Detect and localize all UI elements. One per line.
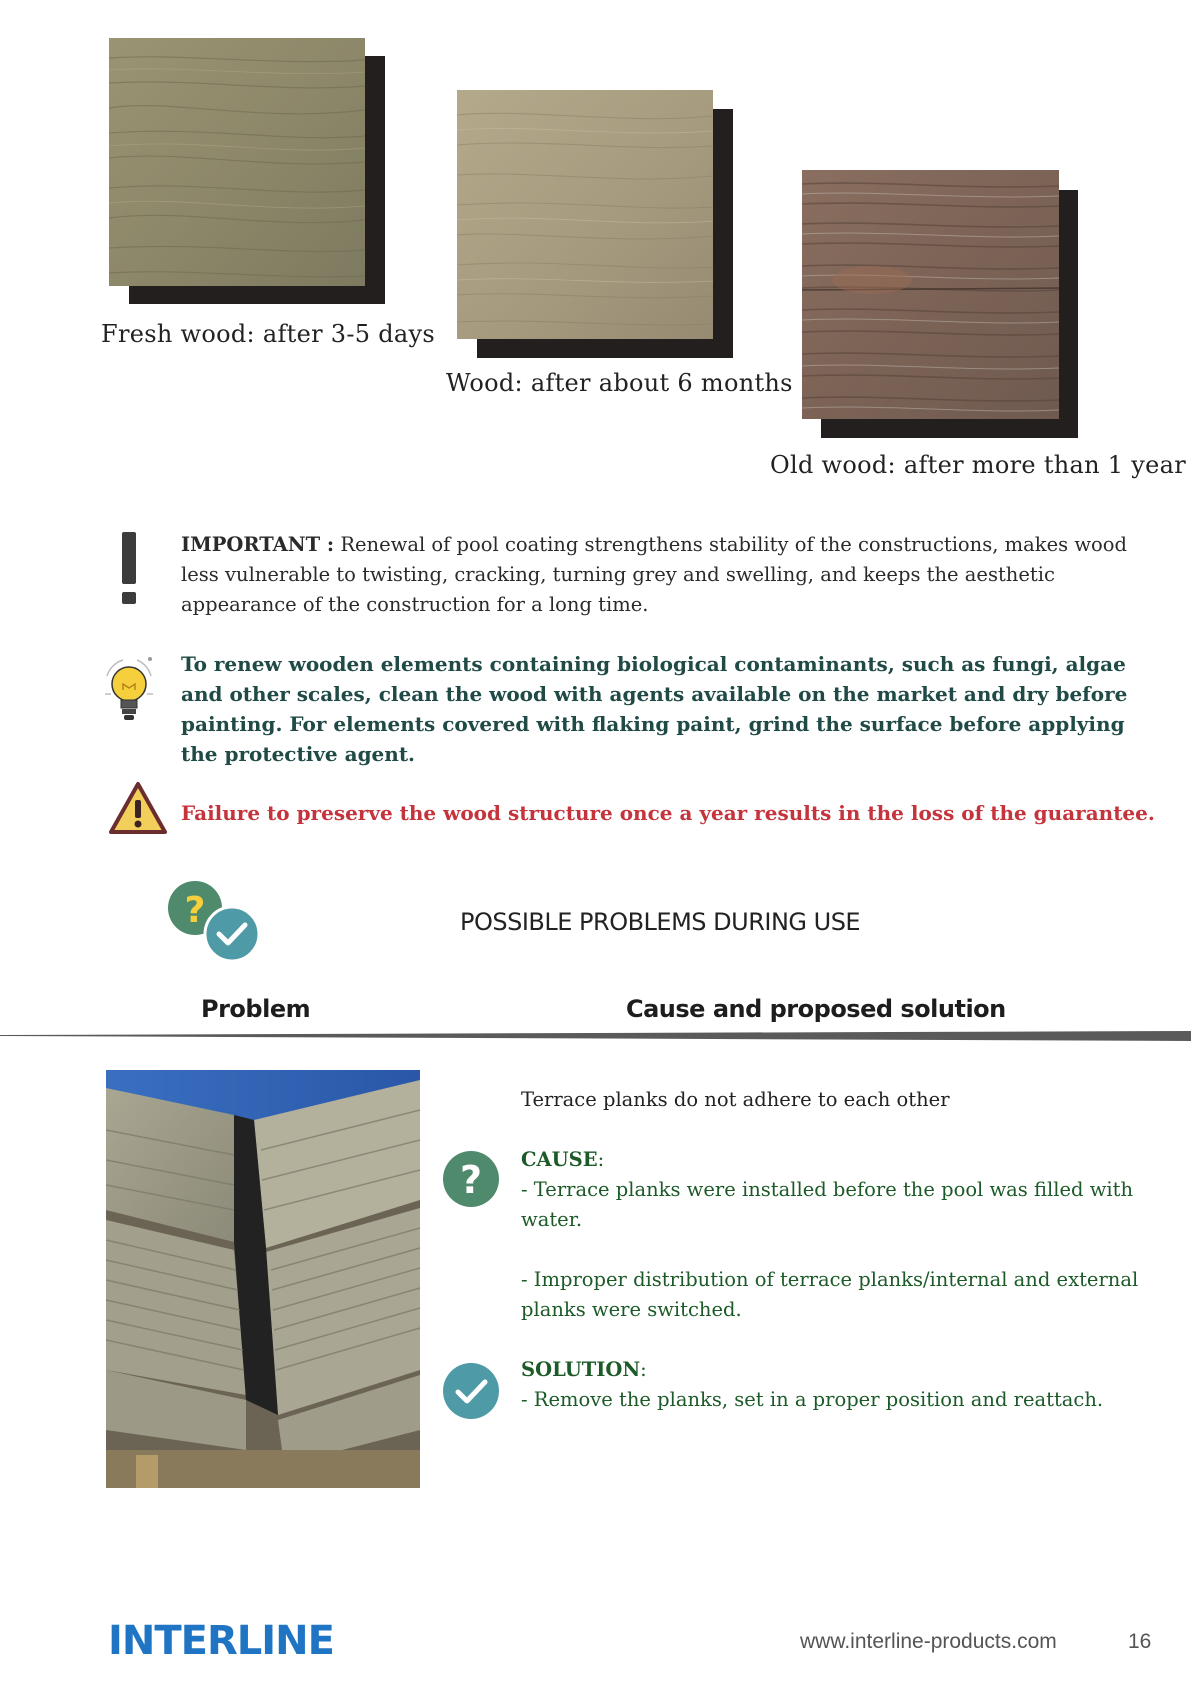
- wood-sample-old: [802, 170, 1078, 438]
- important-label: IMPORTANT :: [181, 533, 335, 556]
- question-check-icon: [166, 878, 262, 962]
- solution-heading: [521, 1355, 1141, 1385]
- exclamation-icon: [117, 530, 141, 606]
- interline-logo: [108, 1614, 334, 1666]
- svg-text:?: ?: [184, 890, 206, 931]
- solution-label: SOLUTION: [521, 1358, 641, 1381]
- six-month-wood-photo: [457, 90, 713, 339]
- column-header-problem: Problem: [201, 995, 311, 1023]
- terrace-planks-photo: [106, 1070, 420, 1488]
- footer-url[interactable]: www.interline-products.com: [800, 1630, 1057, 1653]
- important-text: Renewal of pool coating strengthens stability of the constructions, makes wood less vulnerable to twisting, cracking, turning grey and swelling, and keeps the aesthetic appearance of the construction for a long time.: [181, 533, 1127, 616]
- svg-text:?: ?: [459, 1158, 483, 1202]
- old-wood-photo: [802, 170, 1059, 419]
- wood-sample-6-months: [457, 90, 733, 358]
- column-header-cause: Cause and proposed solution: [626, 995, 1006, 1023]
- tip-note: To renew wooden elements containing biological contaminants, such as fungi, algae and other scales, clean the wood with agents available on the market and dry before painting. For elements covered with flaking paint, grind the surface before applying the protective agent.: [181, 652, 1128, 766]
- lightbulb-icon: [103, 654, 155, 728]
- cause-colon: :: [597, 1148, 605, 1171]
- solution-block: [521, 1355, 1141, 1415]
- wood-caption-6-months: Wood: after about 6 months: [446, 369, 793, 397]
- cause-item: - Terrace planks were installed before the pool was filled with water.: [521, 1178, 1134, 1231]
- issue-title: Terrace planks do not adhere to each other: [521, 1088, 950, 1111]
- cause-block: [521, 1145, 1141, 1325]
- fresh-wood-photo: [109, 38, 365, 286]
- question-icon: [442, 1150, 500, 1208]
- section-title: POSSIBLE PROBLEMS DURING USE: [460, 908, 861, 936]
- cause-heading: [521, 1145, 1141, 1175]
- table-divider: [0, 1027, 1191, 1039]
- warning-triangle-icon: [107, 780, 169, 836]
- solution-item: - Remove the planks, set in a proper position and reattach.: [521, 1388, 1104, 1411]
- cause-item: - Improper distribution of terrace planks/internal and external planks were switched.: [521, 1268, 1139, 1321]
- solution-colon: :: [640, 1358, 647, 1381]
- wood-caption-fresh: Fresh wood: after 3-5 days: [101, 320, 436, 348]
- checkmark-icon: [442, 1362, 500, 1420]
- important-note: [181, 530, 1161, 620]
- page-number: 16: [1128, 1630, 1152, 1653]
- wood-caption-old: Old wood: after more than 1 year: [770, 451, 1187, 479]
- warning-note: Failure to preserve the wood structure once a year results in the loss of the guarantee.: [181, 801, 1155, 825]
- wood-sample-fresh: [109, 38, 385, 304]
- logo-text: INTERLINE: [108, 1618, 334, 1664]
- cause-label: CAUSE: [521, 1148, 598, 1171]
